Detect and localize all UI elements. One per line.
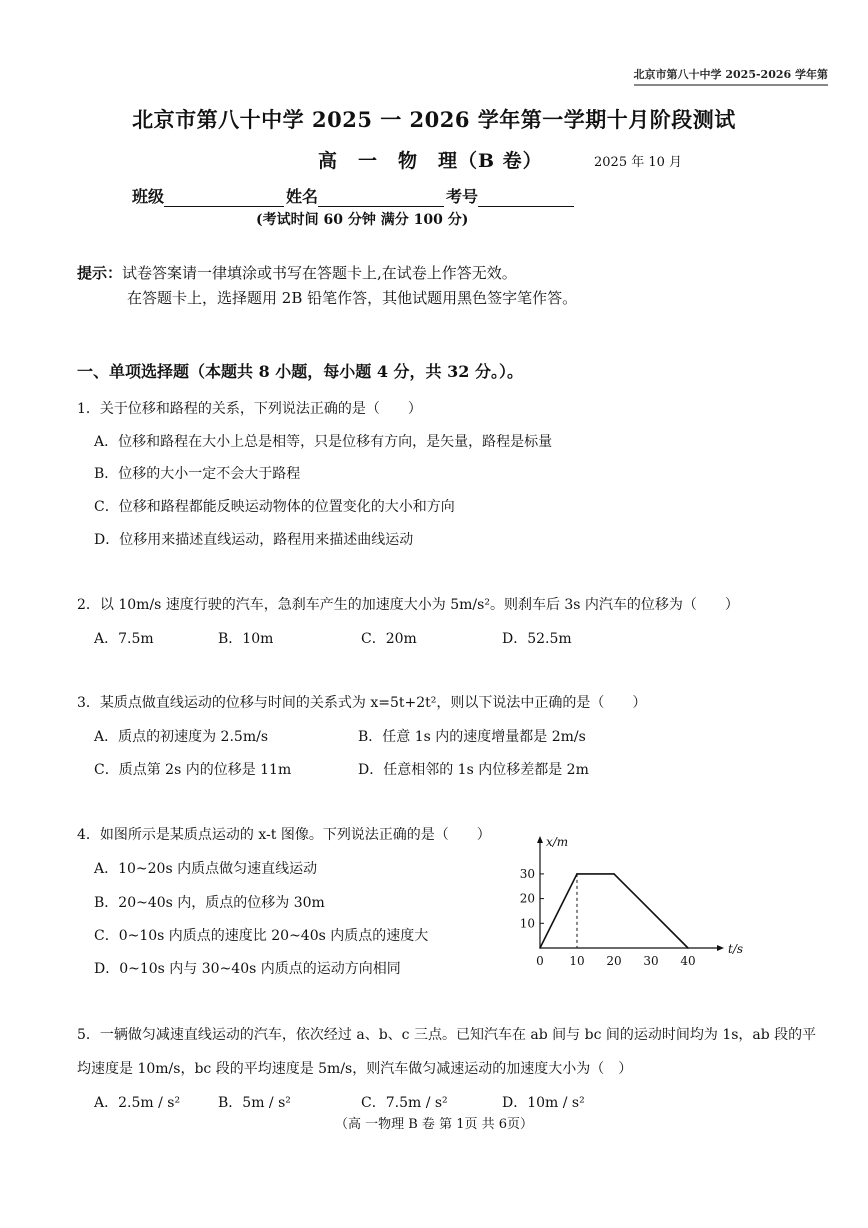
page-footer: （高 一物理 B 卷 第 1页 共 6页） [334,1117,534,1132]
name-label: 姓名 [286,187,319,206]
question-5-option-c: C．7.5m / s² [361,1095,448,1111]
hint-text-1: 试卷答案请一律填涂或书写在答题卡上,在试卷上作答无效。 [122,264,517,282]
question-1-option-c: C．位移和路程都能反映运动物体的位置变化的大小和方向 [94,499,455,515]
question-1-stem: 1．关于位移和路程的关系，下列说法正确的是（ ） [77,401,422,417]
x-axis-label: t/s [728,942,744,956]
x-tick-label: 20 [606,954,622,968]
question-5-option-a: A．2.5m / s² [94,1095,181,1111]
question-2-option-b: B．10m [218,631,274,647]
id-blank [478,190,574,207]
question-5-option-b: B．5m / s² [218,1095,291,1111]
data-point [613,873,615,875]
data-point [687,947,689,949]
x-tick-label: 40 [680,954,696,968]
question-2-option-a: A．7.5m [94,631,154,647]
question-4-stem: 4．如图所示是某质点运动的 x-t 图像。下列说法正确的是（ ） [77,827,491,843]
question-3-option-c: C．质点第 2s 内的位移是 11m [94,762,292,778]
class-blank [164,190,284,207]
question-3-option-a: A．质点的初速度为 2.5m/s [94,729,269,745]
page-subtitle: 高 一 物 理（B 卷） [318,150,543,172]
question-3-option-d: D．任意相邻的 1s 内位移差都是 2m [358,762,589,778]
y-tick-label: 20 [519,891,535,906]
hint-line-1 [77,262,517,283]
y-tick-label: 10 [519,916,535,931]
question-4-option-c: C．0~10s 内质点的速度比 20~40s 内质点的速度大 [94,928,429,944]
y-tick-label: 30 [519,866,535,881]
x-tick-label: 10 [569,954,585,968]
question-5-stem-line-2: 均速度是 10m/s，bc 段的平均速度是 5m/s，则汽车做匀减速运动的加速度大小为（ ） [77,1061,633,1077]
y-axis-arrow [537,836,543,843]
series-line [540,874,688,948]
question-1-option-b: B．位移的大小一定不会大于路程 [94,466,301,482]
question-3-stem: 3．某质点做直线运动的位移与时间的关系式为 x=5t+2t²，则以下说法中正确的是（ ） [77,695,647,711]
question-2-option-c: C．20m [361,631,417,647]
question-1-option-d: D．位移用来描述直线运动，路程用来描述曲线运动 [94,532,414,548]
question-4-option-a: A．10~20s 内质点做匀速直线运动 [94,861,318,877]
x-axis-arrow [717,945,724,951]
question-2-option-d: D．52.5m [502,631,572,647]
id-label: 考号 [446,187,479,206]
hint-label: 提示： [77,264,123,282]
question-2-stem: 2．以 10m/s 速度行驶的汽车，急刹车产生的加速度大小为 5m/s²。则刹车后 3s 内汽车的位移为（ ） [77,597,739,613]
question-3-option-b: B．任意 1s 内的速度增量都是 2m/s [358,729,586,745]
question-5-stem-line-1: 5．一辆做匀减速直线运动的汽车，依次经过 a、b、c 三点。已知汽车在 ab 间与 bc 间的运动时间均为 1s，ab 段的平 [77,1027,817,1043]
question-4-option-d: D．0~10s 内与 30~40s 内质点的运动方向相同 [94,961,401,977]
hint-line-2: 在答题卡上，选择题用 2B 铅笔作答，其他试题用黑色签字笔作答。 [127,289,578,307]
exam-time-info: (考试时间 60 分钟 满分 100 分) [256,212,469,228]
x-tick-label: 30 [643,954,659,968]
student-info-line [132,184,576,207]
page-title: 北京市第八十中学 2025 一 2026 学年第一学期十月阶段测试 [132,107,736,132]
name-blank [318,190,444,207]
section-heading: 一、单项选择题（本题共 8 小题，每小题 4 分，共 32 分。）。 [77,362,523,381]
data-point [576,873,578,875]
question-4-option-b: B．20~40s 内，质点的位移为 30m [94,895,325,911]
xt-graph [508,832,758,974]
question-5-option-d: D．10m / s² [502,1095,585,1111]
x-tick-label: 0 [536,954,544,968]
exam-date: 2025 年 10 月 [594,155,683,170]
class-label: 班级 [132,187,165,206]
corner-header-label: 北京市第八十中学 2025-2026 学年第 [634,66,828,86]
y-axis-label: x/m [546,835,569,849]
question-1-option-a: A．位移和路程在大小上总是相等，只是位移有方向，是矢量，路程是标量 [94,434,553,450]
data-point [539,947,541,949]
